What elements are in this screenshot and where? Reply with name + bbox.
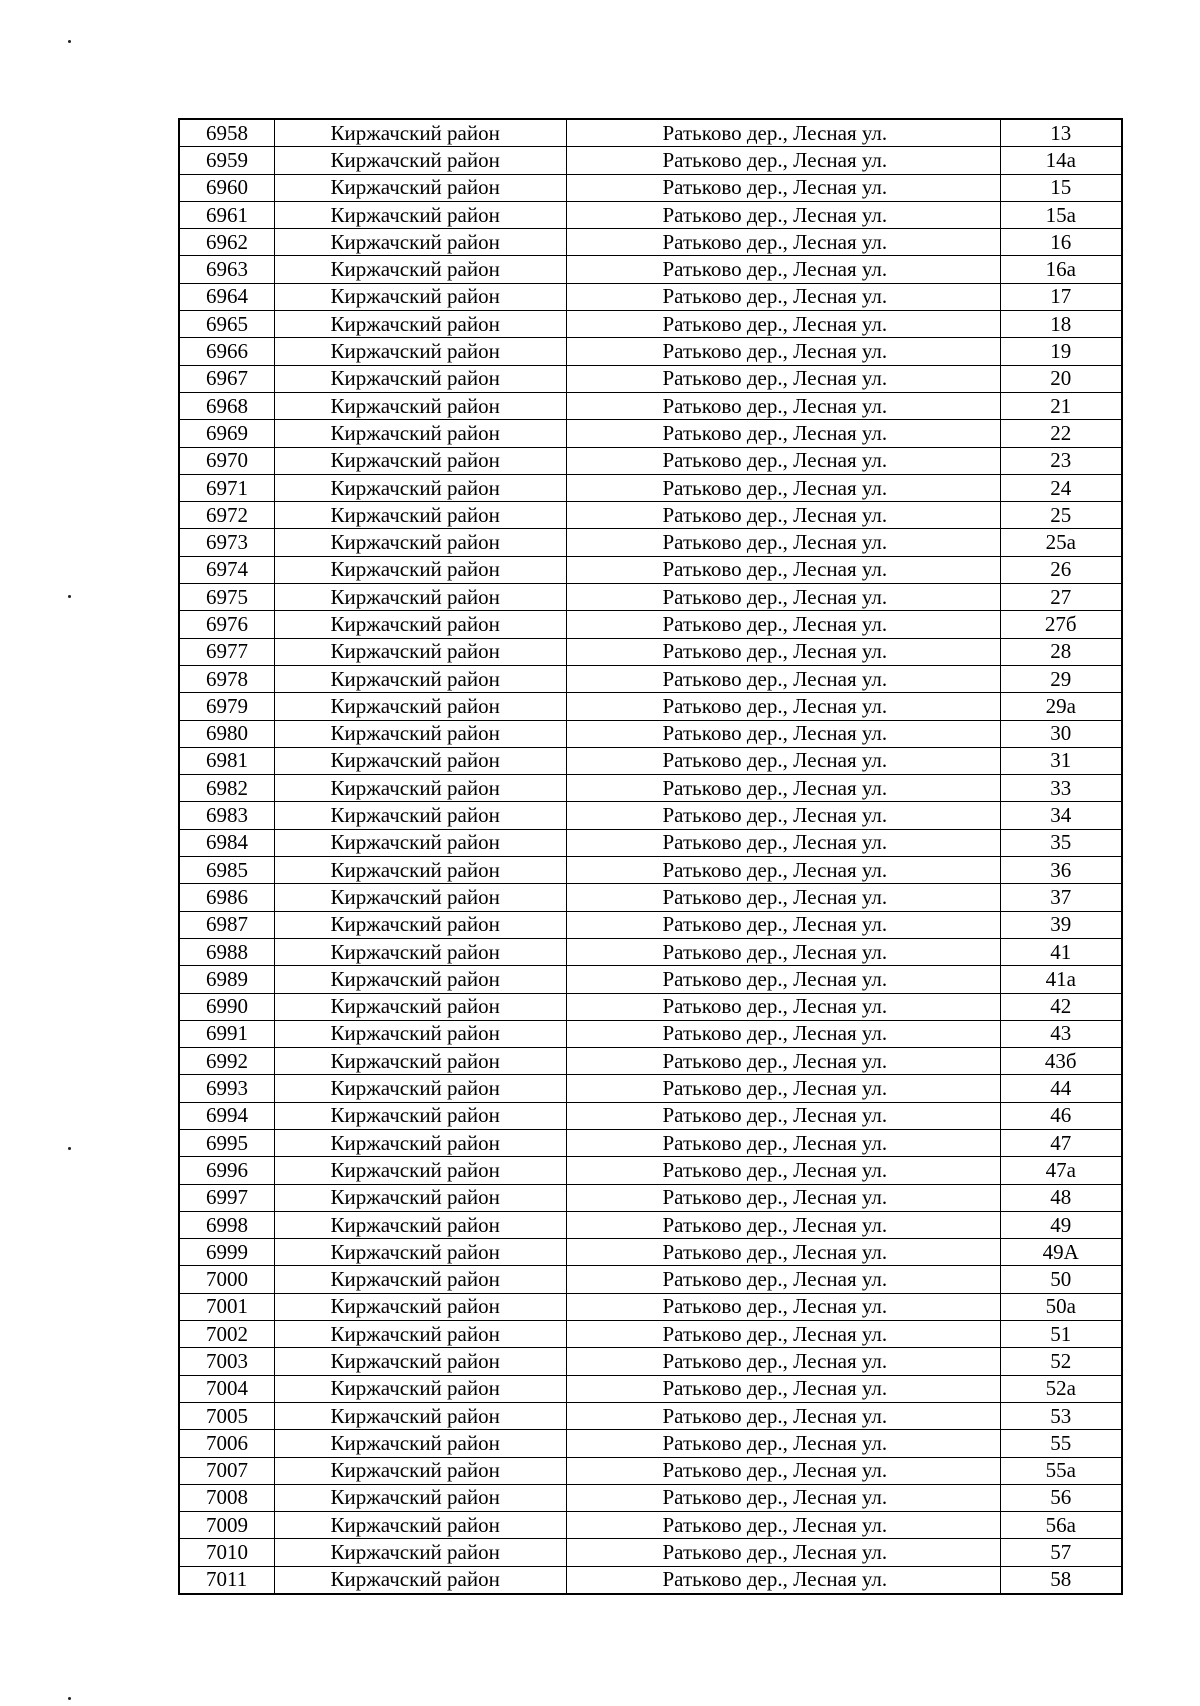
district-cell: Киржачский район [274, 1539, 566, 1566]
house-number-cell: 49А [1000, 1239, 1122, 1266]
house-number-cell: 53 [1000, 1402, 1122, 1429]
district-cell: Киржачский район [274, 365, 566, 392]
address-cell: Ратьково дер., Лесная ул. [566, 638, 1000, 665]
house-number-cell: 52 [1000, 1348, 1122, 1375]
address-cell: Ратьково дер., Лесная ул. [566, 1102, 1000, 1129]
table-row [179, 1484, 1122, 1511]
house-number-cell: 47 [1000, 1129, 1122, 1156]
house-number-cell: 48 [1000, 1184, 1122, 1211]
row-number-cell: 6962 [179, 229, 274, 256]
scan-speck [68, 595, 71, 598]
table-row [179, 1075, 1122, 1102]
district-cell: Киржачский район [274, 693, 566, 720]
house-number-cell: 16 [1000, 229, 1122, 256]
house-number-cell: 25а [1000, 529, 1122, 556]
address-cell: Ратьково дер., Лесная ул. [566, 993, 1000, 1020]
row-number-cell: 7008 [179, 1484, 274, 1511]
address-cell: Ратьково дер., Лесная ул. [566, 556, 1000, 583]
row-number-cell: 6972 [179, 502, 274, 529]
table-row [179, 1375, 1122, 1402]
table-row [179, 584, 1122, 611]
table-row [179, 447, 1122, 474]
table-row [179, 147, 1122, 174]
district-cell: Киржачский район [274, 966, 566, 993]
district-cell: Киржачский район [274, 1348, 566, 1375]
row-number-cell: 6980 [179, 720, 274, 747]
row-number-cell: 6968 [179, 392, 274, 419]
table-row [179, 1157, 1122, 1184]
table-row [179, 1348, 1122, 1375]
house-number-cell: 21 [1000, 392, 1122, 419]
table-row [179, 1211, 1122, 1238]
district-cell: Киржачский район [274, 502, 566, 529]
house-number-cell: 41 [1000, 938, 1122, 965]
address-cell: Ратьково дер., Лесная ул. [566, 775, 1000, 802]
table-row [179, 829, 1122, 856]
house-number-cell: 35 [1000, 829, 1122, 856]
address-cell: Ратьково дер., Лесная ул. [566, 938, 1000, 965]
table-row [179, 938, 1122, 965]
address-cell: Ратьково дер., Лесная ул. [566, 1184, 1000, 1211]
house-number-cell: 29 [1000, 665, 1122, 692]
house-number-cell: 28 [1000, 638, 1122, 665]
district-cell: Киржачский район [274, 857, 566, 884]
row-number-cell: 6965 [179, 311, 274, 338]
row-number-cell: 6978 [179, 665, 274, 692]
row-number-cell: 6977 [179, 638, 274, 665]
row-number-cell: 7009 [179, 1512, 274, 1539]
scan-speck [68, 1697, 71, 1700]
district-cell: Киржачский район [274, 1129, 566, 1156]
row-number-cell: 6974 [179, 556, 274, 583]
row-number-cell: 7011 [179, 1566, 274, 1594]
house-number-cell: 52а [1000, 1375, 1122, 1402]
house-number-cell: 50а [1000, 1293, 1122, 1320]
row-number-cell: 6971 [179, 474, 274, 501]
address-registry-table [178, 118, 1123, 1595]
house-number-cell: 29а [1000, 693, 1122, 720]
district-cell: Киржачский район [274, 911, 566, 938]
table-row [179, 256, 1122, 283]
row-number-cell: 7002 [179, 1321, 274, 1348]
district-cell: Киржачский район [274, 201, 566, 228]
address-cell: Ратьково дер., Лесная ул. [566, 884, 1000, 911]
row-number-cell: 6988 [179, 938, 274, 965]
table-row [179, 1102, 1122, 1129]
table-row [179, 1512, 1122, 1539]
row-number-cell: 6958 [179, 119, 274, 147]
house-number-cell: 41а [1000, 966, 1122, 993]
address-cell: Ратьково дер., Лесная ул. [566, 474, 1000, 501]
district-cell: Киржачский район [274, 1402, 566, 1429]
district-cell: Киржачский район [274, 1293, 566, 1320]
row-number-cell: 6998 [179, 1211, 274, 1238]
table-row [179, 1457, 1122, 1484]
district-cell: Киржачский район [274, 993, 566, 1020]
house-number-cell: 39 [1000, 911, 1122, 938]
address-cell: Ратьково дер., Лесная ул. [566, 447, 1000, 474]
house-number-cell: 36 [1000, 857, 1122, 884]
house-number-cell: 27 [1000, 584, 1122, 611]
address-cell: Ратьково дер., Лесная ул. [566, 1457, 1000, 1484]
house-number-cell: 17 [1000, 283, 1122, 310]
house-number-cell: 58 [1000, 1566, 1122, 1594]
row-number-cell: 6983 [179, 802, 274, 829]
row-number-cell: 6994 [179, 1102, 274, 1129]
table-row [179, 747, 1122, 774]
house-number-cell: 20 [1000, 365, 1122, 392]
table-row [179, 720, 1122, 747]
scan-speck [68, 40, 71, 43]
row-number-cell: 6985 [179, 857, 274, 884]
district-cell: Киржачский район [274, 1484, 566, 1511]
district-cell: Киржачский район [274, 1157, 566, 1184]
table-row [179, 693, 1122, 720]
row-number-cell: 6970 [179, 447, 274, 474]
district-cell: Киржачский район [274, 884, 566, 911]
address-cell: Ратьково дер., Лесная ул. [566, 1075, 1000, 1102]
house-number-cell: 22 [1000, 420, 1122, 447]
house-number-cell: 57 [1000, 1539, 1122, 1566]
table-row [179, 1020, 1122, 1047]
address-cell: Ратьково дер., Лесная ул. [566, 420, 1000, 447]
district-cell: Киржачский район [274, 1020, 566, 1047]
house-number-cell: 15 [1000, 174, 1122, 201]
address-cell: Ратьково дер., Лесная ул. [566, 1539, 1000, 1566]
house-number-cell: 46 [1000, 1102, 1122, 1129]
house-number-cell: 56а [1000, 1512, 1122, 1539]
house-number-cell: 56 [1000, 1484, 1122, 1511]
address-cell: Ратьково дер., Лесная ул. [566, 1266, 1000, 1293]
table-row [179, 1239, 1122, 1266]
table-row [179, 665, 1122, 692]
house-number-cell: 31 [1000, 747, 1122, 774]
house-number-cell: 47а [1000, 1157, 1122, 1184]
address-cell: Ратьково дер., Лесная ул. [566, 747, 1000, 774]
address-cell: Ратьково дер., Лесная ул. [566, 1211, 1000, 1238]
table-row [179, 420, 1122, 447]
district-cell: Киржачский район [274, 802, 566, 829]
address-cell: Ратьково дер., Лесная ул. [566, 1430, 1000, 1457]
address-cell: Ратьково дер., Лесная ул. [566, 720, 1000, 747]
district-cell: Киржачский район [274, 283, 566, 310]
row-number-cell: 6961 [179, 201, 274, 228]
address-cell: Ратьково дер., Лесная ул. [566, 829, 1000, 856]
row-number-cell: 6999 [179, 1239, 274, 1266]
table-row [179, 1539, 1122, 1566]
house-number-cell: 26 [1000, 556, 1122, 583]
row-number-cell: 6959 [179, 147, 274, 174]
address-cell: Ратьково дер., Лесная ул. [566, 665, 1000, 692]
row-number-cell: 6990 [179, 993, 274, 1020]
row-number-cell: 7000 [179, 1266, 274, 1293]
house-number-cell: 51 [1000, 1321, 1122, 1348]
table-row [179, 1430, 1122, 1457]
row-number-cell: 6976 [179, 611, 274, 638]
row-number-cell: 7006 [179, 1430, 274, 1457]
table-row [179, 474, 1122, 501]
district-cell: Киржачский район [274, 1184, 566, 1211]
row-number-cell: 7003 [179, 1348, 274, 1375]
table-row [179, 1321, 1122, 1348]
district-cell: Киржачский район [274, 1266, 566, 1293]
address-cell: Ратьково дер., Лесная ул. [566, 1348, 1000, 1375]
district-cell: Киржачский район [274, 1048, 566, 1075]
address-cell: Ратьково дер., Лесная ул. [566, 1484, 1000, 1511]
table-row [179, 338, 1122, 365]
address-cell: Ратьково дер., Лесная ул. [566, 1157, 1000, 1184]
row-number-cell: 6993 [179, 1075, 274, 1102]
district-cell: Киржачский район [274, 229, 566, 256]
house-number-cell: 50 [1000, 1266, 1122, 1293]
row-number-cell: 6996 [179, 1157, 274, 1184]
district-cell: Киржачский район [274, 556, 566, 583]
row-number-cell: 6992 [179, 1048, 274, 1075]
row-number-cell: 6964 [179, 283, 274, 310]
house-number-cell: 44 [1000, 1075, 1122, 1102]
table-row [179, 365, 1122, 392]
address-cell: Ратьково дер., Лесная ул. [566, 1048, 1000, 1075]
district-cell: Киржачский район [274, 938, 566, 965]
row-number-cell: 6981 [179, 747, 274, 774]
row-number-cell: 6997 [179, 1184, 274, 1211]
address-cell: Ратьково дер., Лесная ул. [566, 1512, 1000, 1539]
table-row [179, 1266, 1122, 1293]
address-cell: Ратьково дер., Лесная ул. [566, 147, 1000, 174]
row-number-cell: 6969 [179, 420, 274, 447]
table-row [179, 884, 1122, 911]
row-number-cell: 7001 [179, 1293, 274, 1320]
address-cell: Ратьково дер., Лесная ул. [566, 911, 1000, 938]
table-row [179, 556, 1122, 583]
address-cell: Ратьково дер., Лесная ул. [566, 693, 1000, 720]
table-row [179, 229, 1122, 256]
address-cell: Ратьково дер., Лесная ул. [566, 174, 1000, 201]
table-row [179, 993, 1122, 1020]
district-cell: Киржачский район [274, 447, 566, 474]
row-number-cell: 7007 [179, 1457, 274, 1484]
district-cell: Киржачский район [274, 1566, 566, 1594]
address-cell: Ратьково дер., Лесная ул. [566, 1293, 1000, 1320]
row-number-cell: 6991 [179, 1020, 274, 1047]
table-row [179, 1048, 1122, 1075]
house-number-cell: 49 [1000, 1211, 1122, 1238]
district-cell: Киржачский район [274, 1457, 566, 1484]
row-number-cell: 7004 [179, 1375, 274, 1402]
table-row [179, 529, 1122, 556]
address-cell: Ратьково дер., Лесная ул. [566, 1402, 1000, 1429]
address-cell: Ратьково дер., Лесная ул. [566, 1129, 1000, 1156]
address-cell: Ратьково дер., Лесная ул. [566, 201, 1000, 228]
address-cell: Ратьково дер., Лесная ул. [566, 311, 1000, 338]
house-number-cell: 13 [1000, 119, 1122, 147]
row-number-cell: 6967 [179, 365, 274, 392]
address-cell: Ратьково дер., Лесная ул. [566, 229, 1000, 256]
table-row [179, 1184, 1122, 1211]
address-cell: Ратьково дер., Лесная ул. [566, 119, 1000, 147]
row-number-cell: 6982 [179, 775, 274, 802]
table-row [179, 802, 1122, 829]
table-row [179, 392, 1122, 419]
house-number-cell: 19 [1000, 338, 1122, 365]
house-number-cell: 25 [1000, 502, 1122, 529]
row-number-cell: 6973 [179, 529, 274, 556]
house-number-cell: 30 [1000, 720, 1122, 747]
district-cell: Киржачский район [274, 611, 566, 638]
district-cell: Киржачский район [274, 474, 566, 501]
district-cell: Киржачский район [274, 720, 566, 747]
address-cell: Ратьково дер., Лесная ул. [566, 365, 1000, 392]
district-cell: Киржачский район [274, 1211, 566, 1238]
house-number-cell: 55 [1000, 1430, 1122, 1457]
district-cell: Киржачский район [274, 311, 566, 338]
house-number-cell: 43 [1000, 1020, 1122, 1047]
table-row [179, 1402, 1122, 1429]
district-cell: Киржачский район [274, 338, 566, 365]
row-number-cell: 6960 [179, 174, 274, 201]
row-number-cell: 6963 [179, 256, 274, 283]
house-number-cell: 34 [1000, 802, 1122, 829]
district-cell: Киржачский район [274, 420, 566, 447]
registry-table-body [179, 119, 1122, 1594]
scan-speck [68, 1147, 71, 1150]
address-cell: Ратьково дер., Лесная ул. [566, 283, 1000, 310]
district-cell: Киржачский район [274, 1239, 566, 1266]
row-number-cell: 6987 [179, 911, 274, 938]
table-row [179, 966, 1122, 993]
table-row [179, 911, 1122, 938]
table-row [179, 201, 1122, 228]
address-cell: Ратьково дер., Лесная ул. [566, 338, 1000, 365]
row-number-cell: 6975 [179, 584, 274, 611]
house-number-cell: 55а [1000, 1457, 1122, 1484]
table-row [179, 775, 1122, 802]
address-cell: Ратьково дер., Лесная ул. [566, 392, 1000, 419]
address-cell: Ратьково дер., Лесная ул. [566, 802, 1000, 829]
table-row [179, 1566, 1122, 1594]
table-row [179, 1293, 1122, 1320]
district-cell: Киржачский район [274, 1321, 566, 1348]
district-cell: Киржачский район [274, 1102, 566, 1129]
house-number-cell: 23 [1000, 447, 1122, 474]
house-number-cell: 43б [1000, 1048, 1122, 1075]
table-row [179, 857, 1122, 884]
address-cell: Ратьково дер., Лесная ул. [566, 256, 1000, 283]
address-cell: Ратьково дер., Лесная ул. [566, 966, 1000, 993]
district-cell: Киржачский район [274, 1375, 566, 1402]
district-cell: Киржачский район [274, 147, 566, 174]
row-number-cell: 6989 [179, 966, 274, 993]
row-number-cell: 6966 [179, 338, 274, 365]
district-cell: Киржачский район [274, 119, 566, 147]
house-number-cell: 18 [1000, 311, 1122, 338]
district-cell: Киржачский район [274, 829, 566, 856]
address-cell: Ратьково дер., Лесная ул. [566, 1020, 1000, 1047]
table-row [179, 174, 1122, 201]
district-cell: Киржачский район [274, 747, 566, 774]
district-cell: Киржачский район [274, 1512, 566, 1539]
district-cell: Киржачский район [274, 529, 566, 556]
table-row [179, 119, 1122, 147]
address-cell: Ратьково дер., Лесная ул. [566, 1321, 1000, 1348]
district-cell: Киржачский район [274, 392, 566, 419]
house-number-cell: 42 [1000, 993, 1122, 1020]
district-cell: Киржачский район [274, 174, 566, 201]
row-number-cell: 7010 [179, 1539, 274, 1566]
district-cell: Киржачский район [274, 256, 566, 283]
house-number-cell: 16а [1000, 256, 1122, 283]
table-row [179, 1129, 1122, 1156]
table-row [179, 311, 1122, 338]
district-cell: Киржачский район [274, 1075, 566, 1102]
district-cell: Киржачский район [274, 1430, 566, 1457]
house-number-cell: 15а [1000, 201, 1122, 228]
address-cell: Ратьково дер., Лесная ул. [566, 584, 1000, 611]
district-cell: Киржачский район [274, 638, 566, 665]
row-number-cell: 6979 [179, 693, 274, 720]
address-cell: Ратьково дер., Лесная ул. [566, 857, 1000, 884]
row-number-cell: 6995 [179, 1129, 274, 1156]
row-number-cell: 6984 [179, 829, 274, 856]
address-cell: Ратьково дер., Лесная ул. [566, 529, 1000, 556]
address-cell: Ратьково дер., Лесная ул. [566, 502, 1000, 529]
house-number-cell: 24 [1000, 474, 1122, 501]
address-cell: Ратьково дер., Лесная ул. [566, 1566, 1000, 1594]
house-number-cell: 27б [1000, 611, 1122, 638]
district-cell: Киржачский район [274, 665, 566, 692]
address-cell: Ратьково дер., Лесная ул. [566, 611, 1000, 638]
table-row [179, 611, 1122, 638]
house-number-cell: 33 [1000, 775, 1122, 802]
district-cell: Киржачский район [274, 584, 566, 611]
table-row [179, 638, 1122, 665]
house-number-cell: 14а [1000, 147, 1122, 174]
table-row [179, 283, 1122, 310]
table-row [179, 502, 1122, 529]
row-number-cell: 7005 [179, 1402, 274, 1429]
house-number-cell: 37 [1000, 884, 1122, 911]
address-cell: Ратьково дер., Лесная ул. [566, 1375, 1000, 1402]
row-number-cell: 6986 [179, 884, 274, 911]
district-cell: Киржачский район [274, 775, 566, 802]
address-cell: Ратьково дер., Лесная ул. [566, 1239, 1000, 1266]
